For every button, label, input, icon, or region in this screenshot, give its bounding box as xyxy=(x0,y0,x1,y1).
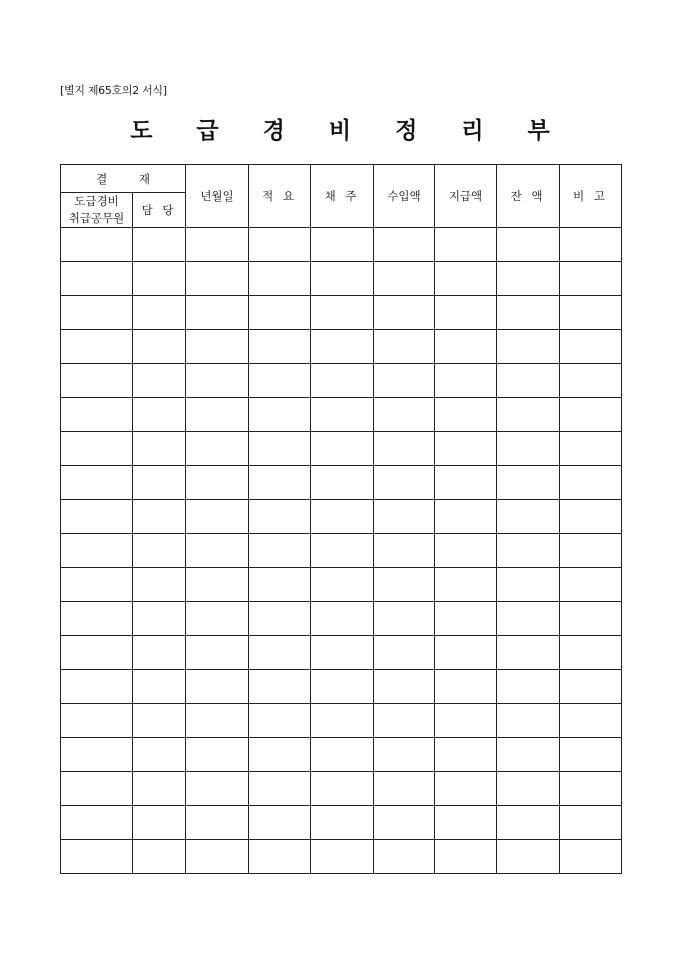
table-cell xyxy=(61,704,133,738)
table-cell xyxy=(133,738,186,772)
table-cell xyxy=(435,568,497,602)
table-cell xyxy=(249,296,311,330)
table-cell xyxy=(186,772,249,806)
table-cell xyxy=(497,738,560,772)
column-header-balance-label: 잔 액 xyxy=(510,189,546,203)
table-cell xyxy=(560,330,622,364)
table-cell xyxy=(374,568,435,602)
table-cell xyxy=(133,806,186,840)
table-cell xyxy=(497,772,560,806)
table-row xyxy=(61,704,622,738)
table-cell xyxy=(186,398,249,432)
table-cell xyxy=(186,466,249,500)
table-cell xyxy=(374,364,435,398)
table-cell xyxy=(560,500,622,534)
table-cell xyxy=(497,704,560,738)
table-cell xyxy=(497,500,560,534)
table-cell xyxy=(435,704,497,738)
table-cell xyxy=(186,330,249,364)
table-row xyxy=(61,262,622,296)
approval-header-cell xyxy=(61,165,186,193)
table-cell xyxy=(435,296,497,330)
table-cell xyxy=(186,500,249,534)
approval-header: 결 재 xyxy=(96,171,164,186)
table-cell xyxy=(374,534,435,568)
table-cell xyxy=(249,534,311,568)
table-cell xyxy=(560,704,622,738)
table-cell xyxy=(61,500,133,534)
table-cell xyxy=(249,704,311,738)
table-cell xyxy=(497,670,560,704)
table-cell xyxy=(133,704,186,738)
table-cell xyxy=(249,364,311,398)
table-cell xyxy=(133,840,186,874)
approval-charge-header xyxy=(133,193,186,228)
table-row xyxy=(61,568,622,602)
table-cell xyxy=(374,670,435,704)
table-cell xyxy=(435,500,497,534)
table-cell xyxy=(560,262,622,296)
table-cell xyxy=(61,840,133,874)
table-cell xyxy=(497,228,560,262)
table-cell xyxy=(61,466,133,500)
table-cell xyxy=(560,670,622,704)
table-cell xyxy=(374,296,435,330)
table-cell xyxy=(374,704,435,738)
table-cell xyxy=(61,534,133,568)
table-cell xyxy=(560,568,622,602)
table-row xyxy=(61,296,622,330)
table-row xyxy=(61,636,622,670)
table-cell xyxy=(186,296,249,330)
table-cell xyxy=(311,704,374,738)
table-cell xyxy=(497,330,560,364)
table-cell xyxy=(311,296,374,330)
table-row xyxy=(61,364,622,398)
table-cell xyxy=(61,398,133,432)
table-cell xyxy=(249,500,311,534)
table-cell xyxy=(133,568,186,602)
table-cell xyxy=(186,534,249,568)
table-cell xyxy=(560,840,622,874)
table-cell xyxy=(311,500,374,534)
table-cell xyxy=(133,432,186,466)
table-cell xyxy=(249,228,311,262)
table-cell xyxy=(374,262,435,296)
table-cell xyxy=(133,296,186,330)
table-cell xyxy=(374,398,435,432)
table-cell xyxy=(186,636,249,670)
form-reference: [별지 제65호의2 서식] xyxy=(60,84,167,97)
column-header-payment: 지급액 xyxy=(435,165,497,228)
table-cell xyxy=(497,568,560,602)
table-cell xyxy=(560,296,622,330)
table-row xyxy=(61,806,622,840)
header-row-top xyxy=(61,165,622,193)
table-cell xyxy=(133,228,186,262)
table-cell xyxy=(133,772,186,806)
table-cell xyxy=(435,364,497,398)
table-cell xyxy=(374,500,435,534)
table-cell xyxy=(435,466,497,500)
table-cell xyxy=(186,228,249,262)
table-cell xyxy=(497,398,560,432)
table-cell xyxy=(497,534,560,568)
table-cell xyxy=(311,432,374,466)
table-cell xyxy=(435,228,497,262)
table-cell xyxy=(560,636,622,670)
table-cell xyxy=(61,670,133,704)
table-cell xyxy=(497,262,560,296)
table-cell xyxy=(374,636,435,670)
table-cell xyxy=(311,670,374,704)
table-cell xyxy=(560,364,622,398)
approval-clerk-header xyxy=(61,193,133,228)
table-cell xyxy=(249,568,311,602)
table-cell xyxy=(435,806,497,840)
table-row xyxy=(61,534,622,568)
table-cell xyxy=(374,806,435,840)
table-cell xyxy=(249,670,311,704)
table-cell xyxy=(560,398,622,432)
table-cell xyxy=(311,534,374,568)
table-cell xyxy=(311,738,374,772)
table-cell xyxy=(560,602,622,636)
column-header-date: 년월일 xyxy=(186,165,249,228)
table-cell xyxy=(435,330,497,364)
table-cell xyxy=(133,330,186,364)
table-cell xyxy=(249,432,311,466)
table-cell xyxy=(374,772,435,806)
table-cell xyxy=(374,738,435,772)
table-cell xyxy=(61,602,133,636)
table-cell xyxy=(311,806,374,840)
column-header-remarks-label: 비 고 xyxy=(573,189,608,203)
table-cell xyxy=(61,636,133,670)
table-cell xyxy=(249,636,311,670)
column-header-income: 수입액 xyxy=(374,165,435,228)
table-cell xyxy=(560,228,622,262)
table-cell xyxy=(311,840,374,874)
table-cell xyxy=(249,330,311,364)
column-header-summary-label: 적 요 xyxy=(262,189,297,203)
table-cell xyxy=(133,670,186,704)
table-cell xyxy=(249,840,311,874)
approval-charge-label: 담 당 xyxy=(141,203,177,217)
table-cell xyxy=(186,738,249,772)
table-cell xyxy=(374,330,435,364)
table-cell xyxy=(497,602,560,636)
table-row xyxy=(61,500,622,534)
table-cell xyxy=(560,772,622,806)
table-row xyxy=(61,432,622,466)
table-cell xyxy=(435,534,497,568)
table-cell xyxy=(497,432,560,466)
table-row xyxy=(61,602,622,636)
table-cell xyxy=(61,296,133,330)
table-cell xyxy=(311,636,374,670)
column-header-creditor xyxy=(311,165,374,228)
table-cell xyxy=(560,432,622,466)
column-header-creditor-label: 채 주 xyxy=(324,189,360,203)
table-cell xyxy=(311,330,374,364)
table-cell xyxy=(374,432,435,466)
table-cell xyxy=(61,228,133,262)
table-cell xyxy=(374,602,435,636)
table-cell xyxy=(133,500,186,534)
table-cell xyxy=(311,568,374,602)
table-row xyxy=(61,398,622,432)
table-row xyxy=(61,330,622,364)
table-cell xyxy=(497,466,560,500)
table-cell xyxy=(133,466,186,500)
table-cell xyxy=(374,228,435,262)
table-row xyxy=(61,466,622,500)
table-cell xyxy=(435,262,497,296)
table-cell xyxy=(249,806,311,840)
table-cell xyxy=(249,262,311,296)
table-cell xyxy=(311,772,374,806)
table-cell xyxy=(435,772,497,806)
table-cell xyxy=(186,364,249,398)
table-cell xyxy=(133,398,186,432)
table-cell xyxy=(560,534,622,568)
table-cell xyxy=(435,432,497,466)
table-cell xyxy=(61,806,133,840)
table-row xyxy=(61,738,622,772)
table-cell xyxy=(186,670,249,704)
table-cell xyxy=(374,840,435,874)
table-cell xyxy=(497,840,560,874)
table-cell xyxy=(435,602,497,636)
table-cell xyxy=(311,228,374,262)
table-cell xyxy=(249,602,311,636)
table-cell xyxy=(249,772,311,806)
table-cell xyxy=(560,738,622,772)
column-header-remarks xyxy=(560,165,622,228)
table-cell xyxy=(186,432,249,466)
table-cell xyxy=(311,602,374,636)
table-cell xyxy=(133,534,186,568)
table-row xyxy=(61,670,622,704)
table-cell xyxy=(311,364,374,398)
table-cell xyxy=(435,670,497,704)
table-cell xyxy=(61,364,133,398)
table-cell xyxy=(497,636,560,670)
column-header-balance xyxy=(497,165,560,228)
expense-ledger-table xyxy=(60,164,622,874)
approval-clerk-line1: 도급경비 xyxy=(74,194,119,208)
table-cell xyxy=(311,398,374,432)
table-cell xyxy=(61,432,133,466)
table-row xyxy=(61,840,622,874)
table-cell xyxy=(249,466,311,500)
table-cell xyxy=(249,398,311,432)
table-cell xyxy=(61,772,133,806)
table-cell xyxy=(560,466,622,500)
table-cell xyxy=(61,262,133,296)
table-cell xyxy=(374,466,435,500)
table-cell xyxy=(560,806,622,840)
table-cell xyxy=(435,840,497,874)
table-cell xyxy=(186,568,249,602)
table-cell xyxy=(133,262,186,296)
table-cell xyxy=(133,364,186,398)
table-cell xyxy=(186,602,249,636)
table-cell xyxy=(249,738,311,772)
table-cell xyxy=(133,602,186,636)
table-cell xyxy=(435,738,497,772)
table-cell xyxy=(61,738,133,772)
table-cell xyxy=(435,398,497,432)
table-cell xyxy=(497,296,560,330)
table-cell xyxy=(61,330,133,364)
table-cell xyxy=(61,568,133,602)
table-row xyxy=(61,772,622,806)
approval-clerk-line2: 취급공무원 xyxy=(68,211,125,225)
column-header-summary xyxy=(249,165,311,228)
table-cell xyxy=(497,364,560,398)
table-cell xyxy=(311,466,374,500)
table-cell xyxy=(186,704,249,738)
table-cell xyxy=(186,806,249,840)
table-cell xyxy=(497,806,560,840)
table-cell xyxy=(311,262,374,296)
table-cell xyxy=(186,262,249,296)
table-cell xyxy=(435,636,497,670)
page-title: 도 급 경 비 정 리 부 xyxy=(130,117,568,144)
table-row xyxy=(61,228,622,262)
table-cell xyxy=(133,636,186,670)
table-cell xyxy=(186,840,249,874)
